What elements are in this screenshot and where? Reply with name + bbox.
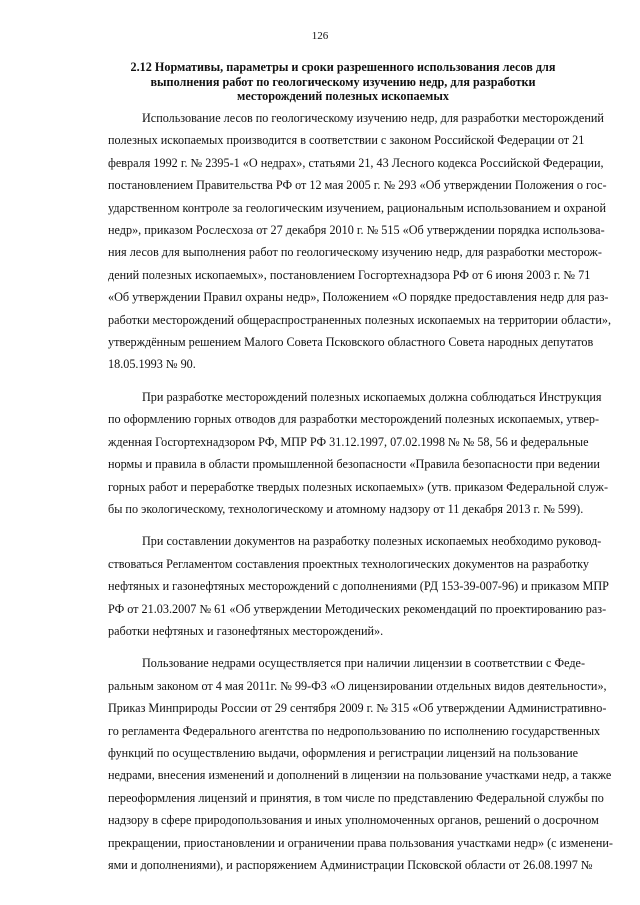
text-line: надзору в сфере природопользования и иных уполномоченных органов, решений о досрочном: [108, 813, 599, 828]
section-heading: [108, 60, 578, 104]
text-line: дений полезных ископаемых», постановлением Госгортехнадзора РФ от 6 июня 2003 г. № 71: [108, 267, 591, 282]
heading-line: месторождений полезных ископаемых: [237, 89, 449, 103]
heading-line: 2.12 Нормативы, параметры и сроки разрешенного использования лесов для: [130, 60, 556, 74]
text-line: полезных ископаемых производится в соответствии с законом Российской Федерации от 21: [108, 133, 585, 148]
text-line: бы по экологическому, технологическому и атомному надзору от 11 декабря 2013 г. № 599).: [108, 501, 584, 516]
document-body: [108, 107, 613, 886]
text-line: При составлении документов на разработку полезных ископаемых необходимо руковод-: [142, 534, 602, 549]
text-line: Использование лесов по геологическому изучению недр, для разработки месторождений: [142, 111, 604, 125]
text-line: Приказ Минприроды России от 29 сентября 2009 г. № 315 «Об утверждении Административно-: [108, 701, 607, 716]
text-line: жденная Госгортехнадзором РФ, МПР РФ 31.12.1997, 07.02.1998 № № 58, 56 и федеральные: [108, 434, 589, 449]
paragraph: [108, 107, 612, 376]
text-line: недр», приказом Рослесхоза от 27 декабря 2010 г. № 515 «Об утверждении порядка использова-: [108, 223, 605, 238]
text-line: Пользование недрами осуществляется при наличии лицензии в соответствии с Феде-: [142, 656, 585, 671]
text-line: недрами, внесения изменений и дополнений в лицензии на пользование участками недр, а также: [108, 768, 612, 783]
text-line: ральным законом от 4 мая 2011г. № 99-ФЗ «О лицензировании отдельных видов деятельности»,: [108, 678, 607, 693]
text-line: ударственном контроле за геологическим изучением, рациональным использованием и охраной: [108, 200, 607, 215]
text-line: прекращении, приостановлении и ограничении права пользования участками недр» (с изменени-: [108, 835, 613, 850]
page-number: 126: [311, 30, 329, 42]
text-line: работки месторождений общераспространенных полезных ископаемых на территории области»,: [108, 312, 612, 327]
text-line: го регламента Федерального агентства по недропользованию по исполнению государственных: [108, 723, 601, 738]
text-line: РФ от 21.03.2007 № 61 «Об утверждении Методических рекомендаций по проектированию раз-: [108, 601, 607, 616]
text-line: работки нефтяных и газонефтяных месторождений».: [108, 623, 384, 638]
text-line: нефтяных и газонефтяных месторождений с дополнениями (РД 153-39-007-96) и приказом МПР: [108, 579, 609, 594]
text-line: по оформлению горных отводов для разработки месторождений полезных ископаемых, утвер-: [108, 412, 600, 427]
text-line: нормы и правила в области промышленной безопасности «Правила безопасности при ведении: [108, 457, 600, 472]
text-line: ями и дополнениями), и распоряжением Администрации Псковской области от 26.08.1997 №: [108, 858, 593, 872]
text-line: «Об утверждении Правил охраны недр», Положением «О порядке предоставления недр для раз-: [108, 290, 609, 305]
text-line: 18.05.1993 № 90.: [108, 357, 196, 372]
text-line: постановлением Правительства РФ от 12 мая 2005 г. № 293 «Об утверждении Положения о гос-: [108, 178, 607, 193]
text-line: При разработке месторождений полезных ископаемых должна соблюдаться Инструкция: [142, 389, 602, 404]
text-line: переоформления лицензий и принятия, в том числе по представлению Федеральной службы по: [108, 790, 604, 805]
text-line: функций по осуществлению выдачи, оформления и регистрации лицензий на пользование: [108, 745, 578, 760]
text-line: ния лесов для выполнения работ по геологическому изучению недр, для разработки месторож-: [108, 245, 602, 260]
text-line: февраля 1992 г. № 2395-1 «О недрах», статьями 21, 43 Лесного кодекса Российской Федерации,: [108, 155, 604, 170]
paragraph: [108, 386, 609, 520]
heading-line: выполнения работ по геологическому изучению недр, для разработки: [150, 74, 536, 89]
text-line: утверждённым решением Малого Совета Псковского областного Совета народных депутатов: [108, 335, 594, 350]
paragraph: [108, 652, 613, 876]
paragraph: [108, 530, 609, 642]
text-line: горных работ и переработке твердых полезных ископаемых» (утв. приказом Федеральной служ-: [108, 479, 609, 494]
text-line: ствоваться Регламентом составления проектных технологических документов на разработку: [108, 556, 589, 571]
